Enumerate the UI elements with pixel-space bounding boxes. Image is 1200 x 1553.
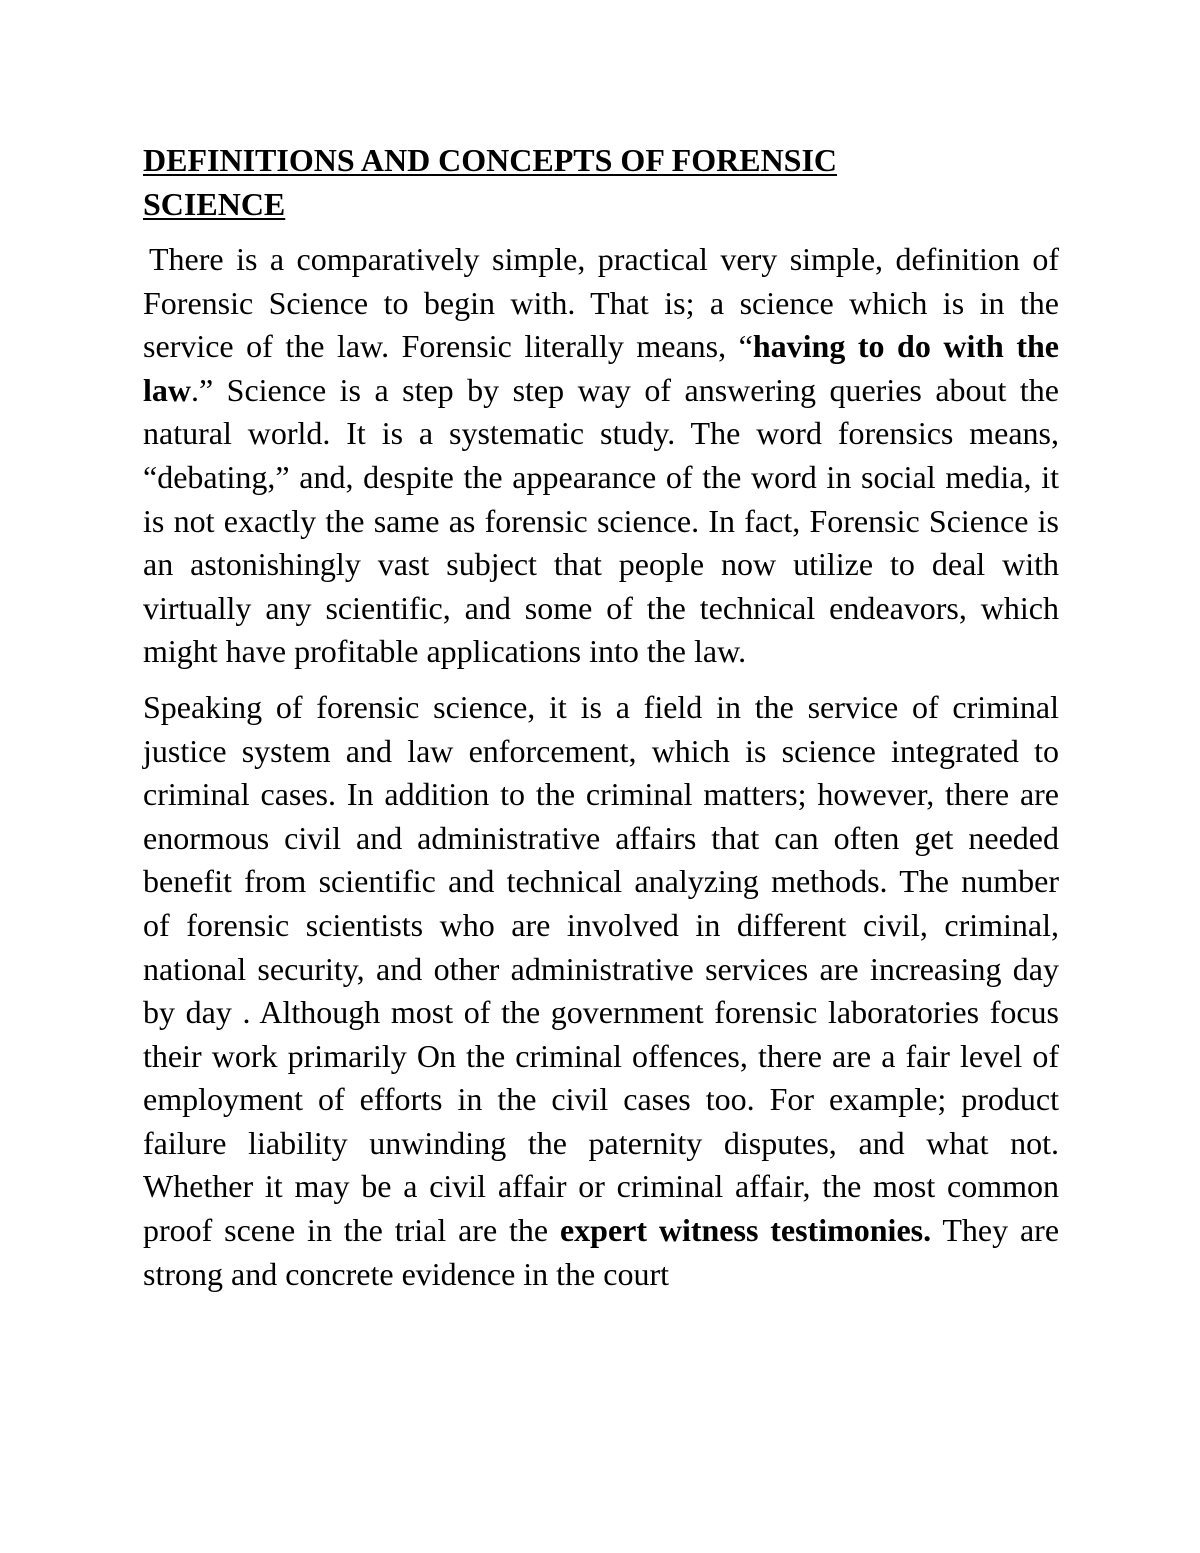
paragraph-field-description	[143, 686, 1059, 1296]
paragraph-field-text-1: Speaking of forensic science, it is a field in the service of criminal justice system and law enforcement, which is science integrated to criminal cases. In addition to the criminal matters; however, there are enormous civil and administrative affairs that can often get needed benefit from scientific and technical analyzing methods. The number of forensic scientists who are involved in different civil, criminal, national security, and other administrative services are increasing day by day . Although most of the government forensic laboratories focus their work primarily On the criminal offences, there are a fair level of employment of efforts in the civil cases too. For example; product failure liability unwinding the paternity disputes, and what not. Whether it may be a civil affair or criminal affair, the most common proof scene in the trial are the	[143, 688, 1059, 1249]
paragraph-definition-text-2: .” Science is a step by step way of answering queries about the natural world. It is a systematic study. The word forensics means, “debating,” and, despite the appearance of the word in social media, it is not exactly the same as forensic science. In fact, Forensic Science is an astonishingly vast subject that people now utilize to deal with virtually any scientific, and some of the technical endeavors, which might have profitable applications into the law.	[143, 371, 1059, 670]
paragraph-field-text-2: They are strong and concrete evidence in the court	[143, 1212, 1060, 1292]
document-body	[143, 138, 1059, 1296]
paragraph-definition-bold-phrase: having to do with the law	[143, 328, 1060, 408]
document-title: DEFINITIONS AND CONCEPTS OF FORENSIC SCIENCE	[143, 142, 838, 222]
paragraph-field-bold-phrase: expert witness testimonies.	[559, 1212, 932, 1249]
paragraph-definition	[143, 238, 1059, 674]
paragraph-definition-text-1: There is a comparatively simple, practical very simple, definition of Forensic Science to begin with. That is; a science which is in the service of the law. Forensic literally means, “	[143, 241, 1059, 365]
